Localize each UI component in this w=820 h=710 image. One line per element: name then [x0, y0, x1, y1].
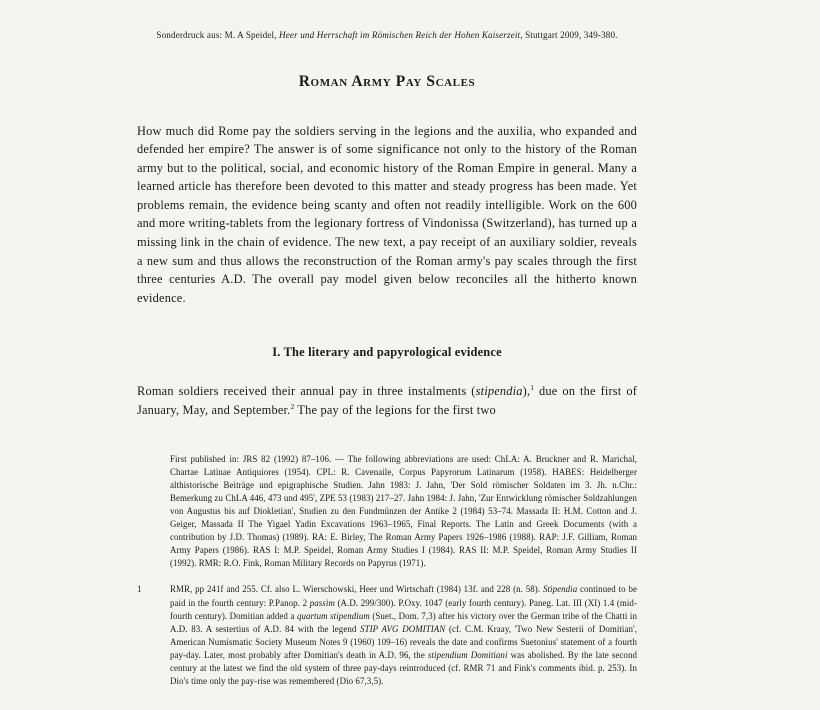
footnote-segment: was abolished. By the late second century at the latest we find the old system of three pay-days reintroduced (cf. RMR 71 and Fink's comments ibid. p. 253). In Dio's time only the pay-rise was remembered (Dio 67,3,5). [170, 649, 637, 687]
section-opening-paragraph [137, 382, 637, 419]
footnote-segment: STIP AVG DOMITIAN [360, 623, 446, 634]
footnote-marker-1[interactable]: 1 [530, 383, 535, 393]
footnote-segment: RMR, pp 241f and 255. Cf. also L. Wierschowski, Heer und Wirtschaft (1984) 13f. and 228 (n. 58). [170, 584, 543, 595]
offprint-prefix: Sonderdruck aus: M. A Speidel, [156, 30, 277, 40]
footnote-1-number: 1 [137, 584, 142, 595]
section-par-part2: ), [522, 384, 531, 399]
footnote-segment: Stipendia [542, 584, 578, 595]
footnote-segment: (cf. C.M. Kraay, 'Two New Sesterii of Domitian', American Numismatic Society Museum Notes 9 (1960) 109–16) reveals the date and confirms Suetonius' statement of a fourth pay-day. Later, most probably after Domitian's death in A.D. 96, the [170, 623, 637, 660]
footnote-segment: (A.D. 299/300). P.Oxy. 1047 (early fourth century). Paneg. Lat. III (XI) 1.4 (mid-fourth century). Domitian added a [170, 597, 637, 621]
footnote-segment: quartum stipendium [296, 610, 370, 621]
section-heading-I: I. The literary and papyrological evidence [272, 345, 502, 360]
section-par-part1: Roman soldiers received their annual pay in three instalments ( [137, 384, 476, 399]
footnote-segment: (Suet., Dom. 7,3) after his victory over the German tribe of the Chatti in A.D. 83. A sestertius of A.D. 84 with the legend [170, 610, 637, 634]
section-par-part4: The pay of the legions for the first two [294, 403, 496, 418]
page-title: Roman Army Pay Scales [298, 72, 476, 90]
footnote-marker-2[interactable]: 2 [290, 401, 295, 411]
footnote-segment: stipendium Domitiani [427, 649, 508, 660]
page-content-column [137, 0, 637, 688]
footnote-1-text [170, 583, 637, 688]
section-par-part3: due on the first of January, May, and September. [137, 384, 637, 418]
offprint-book-title: Heer und Herrschaft im Römischen Reich der Hohen Kaiserzeit [279, 30, 521, 40]
term-stipendia: stipendia [475, 384, 523, 399]
footnote-1 [137, 583, 637, 688]
footnote-segment: passim [309, 597, 335, 608]
offprint-source-note [137, 29, 637, 43]
footnote-segment: continued to be paid in the fourth century: P.Panop. 2 [170, 584, 637, 608]
offprint-suffix: , Stuttgart 2009, 349-380. [520, 30, 618, 40]
footnote-unnumbered: First published in: JRS 82 (1992) 87–106. — The following abbreviations are used: ChLA: A. Bruckner and R. Marichal, Chartae Latinae Antiquiores (1954). CPL: R. Cavenaile, Corpus Papyrorum Latinarum (1958). HABES: Heidelberger althistorische Beiträge und epigraphische Studien. Jahn 1983: J. Jahn, 'Der Sold römischer Soldaten im 3. Jh. n.Chr.: Bemerkung zu ChLA 446, 473 und 495', ZPE 53 (1983) 217–27. Jahn 1984: J. Jahn, 'Zur Entwicklung römischer Soldzahlungen von Augustus bis auf Diokletian', Studien zu den Fundmünzen der Antike 2 (1984) 53–74. Massada II: H.M. Cotton and J. Geiger, Massada II The Yigael Yadin Excavations 1963–1965, Final Reports. The Latin and Greek Documents (with a contribution by J.D. Thomas) (1989). RA: E. Birley, The Roman Army Papers 1926–1986 (1988). RAP: J.F. Gilliam, Roman Army Papers (1986). RAS I: M.P. Speidel, Roman Army Studies I (1984). RAS II: M.P. Speidel, Roman Army Studies II (1992). RMR: R.O. Fink, Roman Military Records on Papyrus (1971). [170, 453, 637, 569]
intro-paragraph: How much did Rome pay the soldiers serving in the legions and the auxilia, who expanded and defended her empire? The answer is of some significance not only to the history of the Roman army but to the political, social, and economic history of the Roman Empire in general. Many a learned article has therefore been devoted to this matter and steady progress has been made. Yet problems remain, the evidence being scanty and often not readily intelligible. Work on the 600 and more writing-tablets from the legionary fortress of Vindonissa (Switzerland), has turned up a missing link in the chain of evidence. The new text, a pay receipt of an auxiliary soldier, reveals a new sum and thus allows the reconstruction of the Roman army's pay scales through the first three centuries A.D. The overall pay model given below reconciles all the hitherto known evidence. [137, 123, 637, 305]
